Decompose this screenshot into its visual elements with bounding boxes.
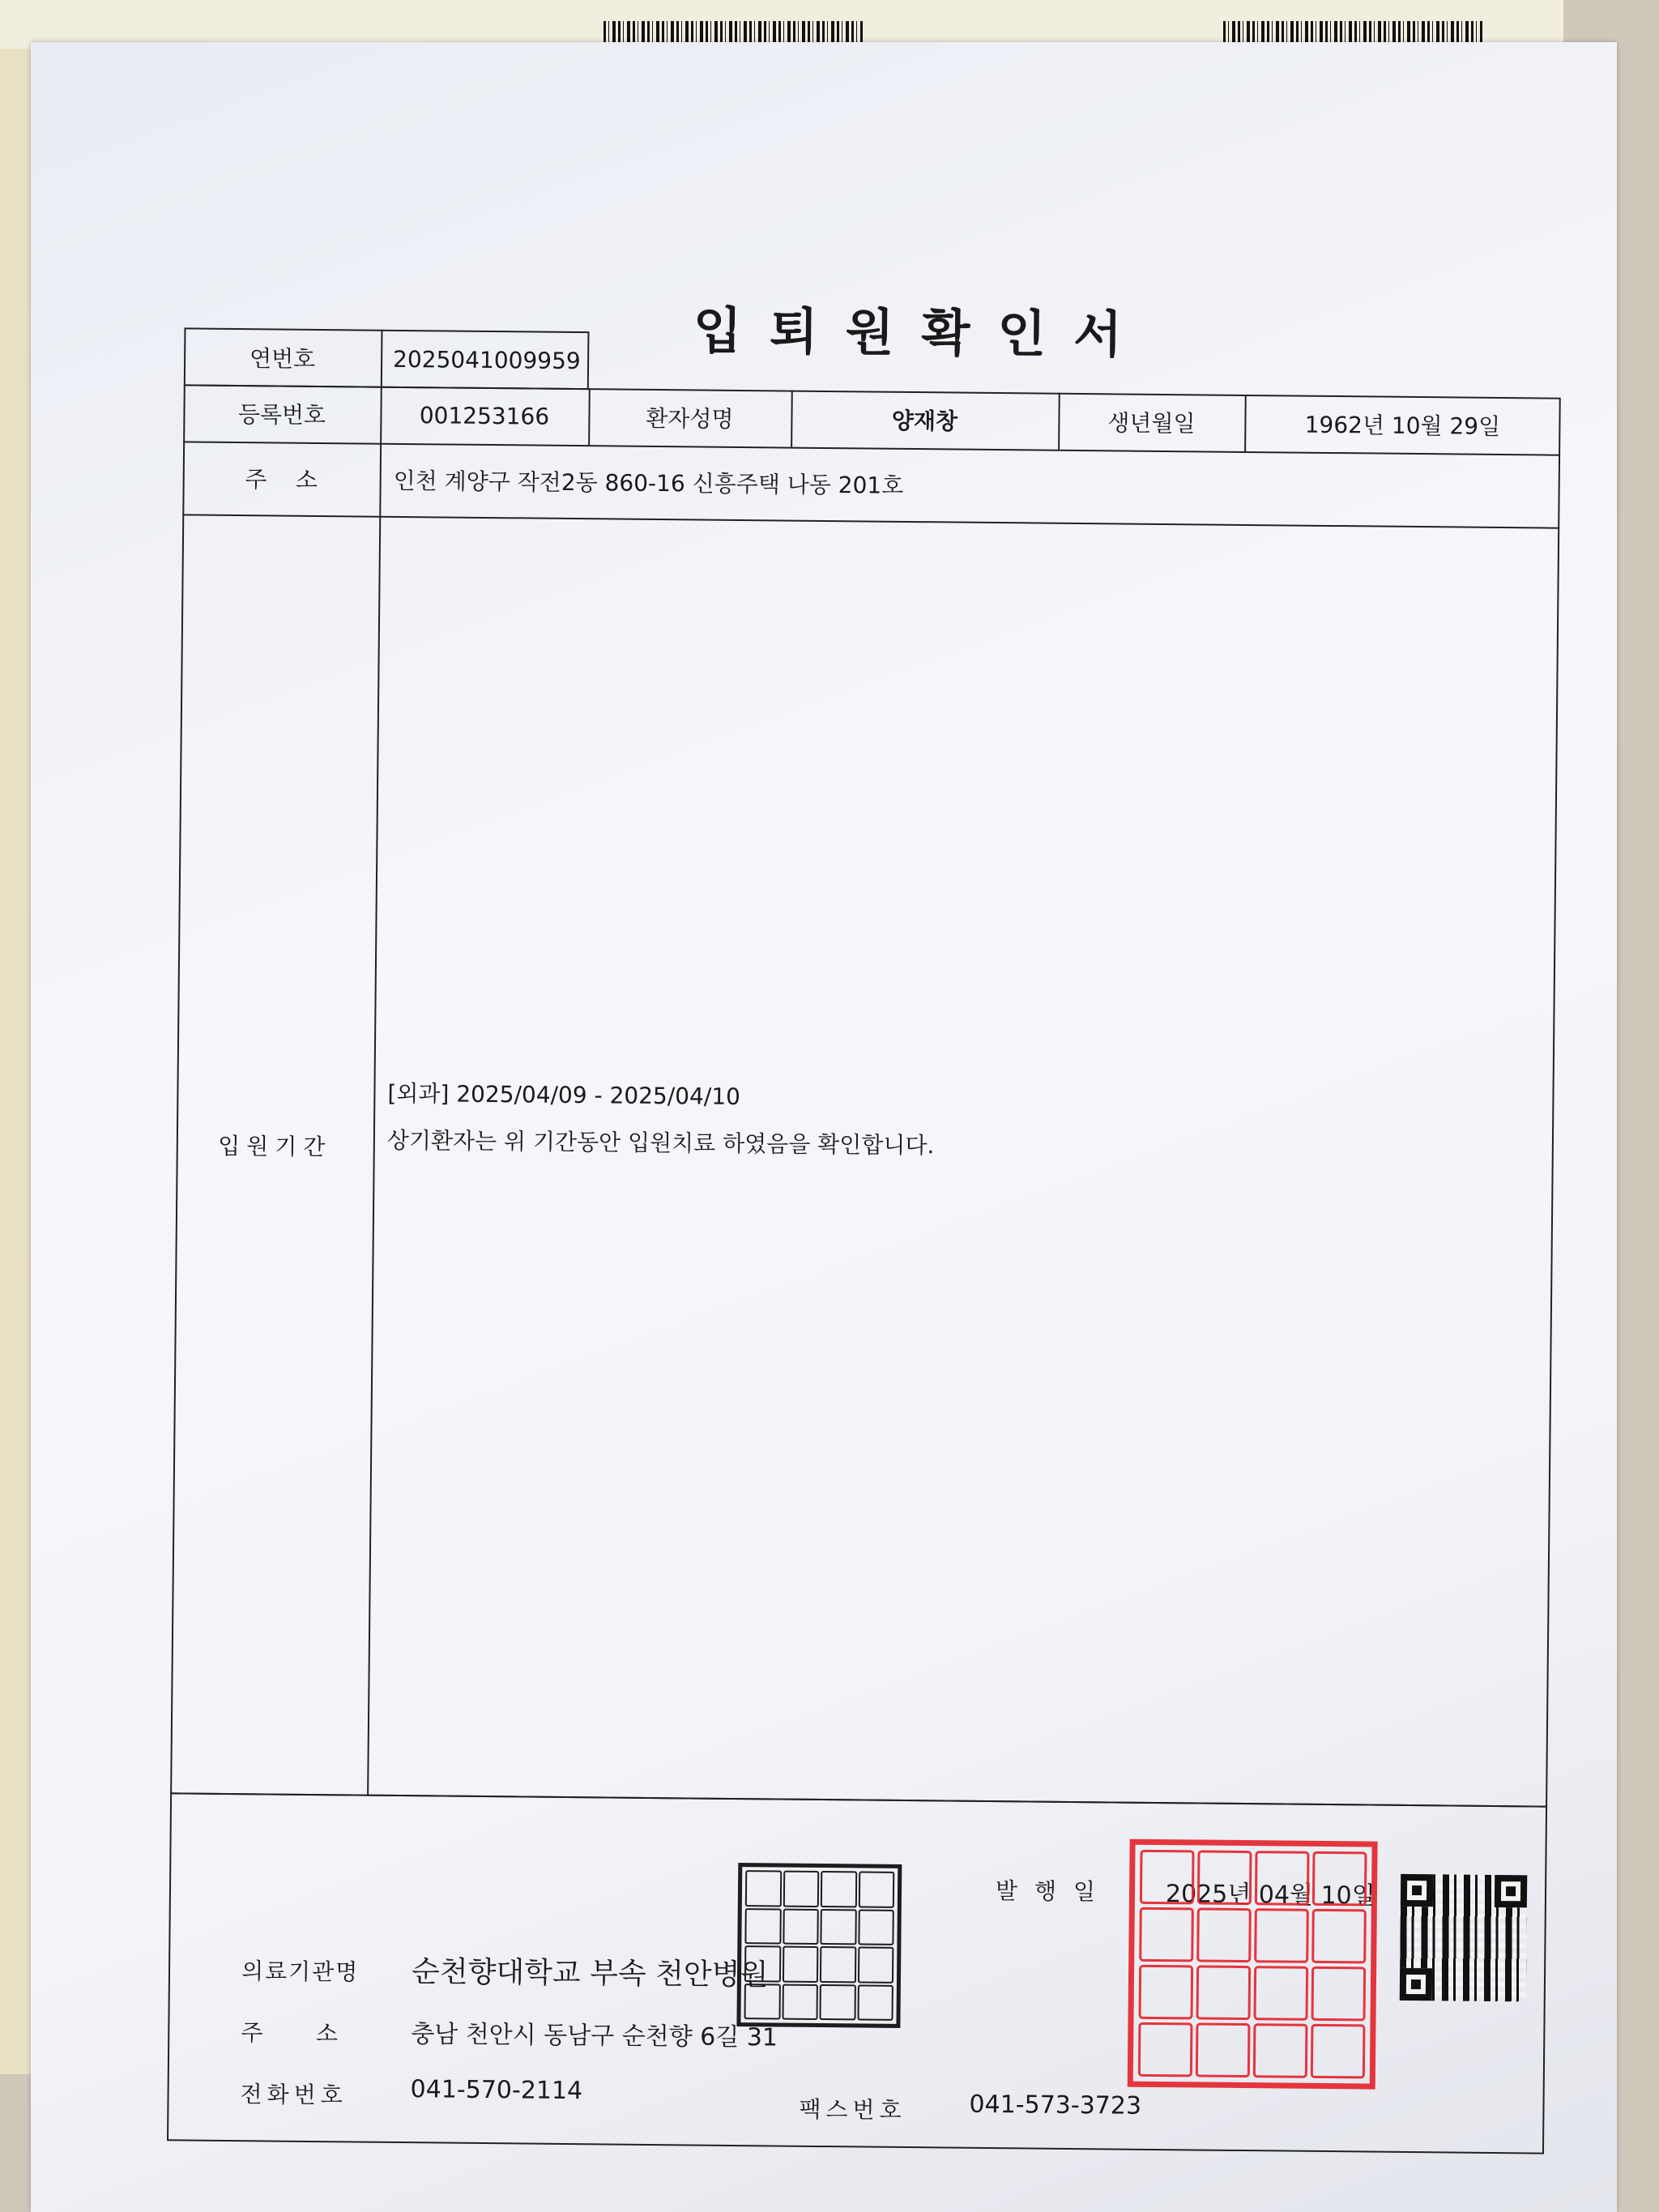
phone-value: 041-570-2114 xyxy=(410,2075,583,2106)
qr-code-icon xyxy=(1400,1874,1527,2001)
birthdate-value: 1962년 10월 29일 xyxy=(1304,411,1501,440)
document-title: 입퇴원확인서 xyxy=(693,301,1150,365)
serial-value: 2025041009959 xyxy=(392,345,581,374)
institution-address-value: 충남 천안시 동남구 순천향 6길 31 xyxy=(411,2020,778,2052)
fax-value: 041-573-3723 xyxy=(969,2090,1142,2120)
institution-address-label: 주 소 xyxy=(241,2019,343,2048)
serial-label: 연번호 xyxy=(249,345,316,373)
phone-label: 전화번호 xyxy=(240,2081,348,2109)
birthdate-label: 생년월일 xyxy=(1107,409,1196,438)
registration-value: 001253166 xyxy=(419,401,550,430)
director-seal-icon xyxy=(1128,1839,1378,2090)
registration-label: 등록번호 xyxy=(237,401,326,429)
admission-period-label: 입원기간 xyxy=(218,1132,332,1161)
address-value: 인천 계양구 작전2동 860-16 신흥주택 나동 201호 xyxy=(393,467,904,499)
institution-label: 의료기관명 xyxy=(241,1958,360,1986)
admission-period-value: [외과] 2025/04/09 - 2025/04/10 xyxy=(387,1079,741,1111)
issue-date-value: 2025년 04월 10일 xyxy=(1165,1880,1375,1911)
patient-name-label: 환자성명 xyxy=(646,404,734,433)
institution-seal-icon xyxy=(736,1863,902,2028)
address-label: 주 소 xyxy=(245,466,318,493)
confirmation-text: 상기환자는 위 기간동안 입원치료 하였음을 확인합니다. xyxy=(386,1126,935,1159)
document-sheet xyxy=(31,42,1617,2212)
folder-edge xyxy=(0,49,32,2074)
issue-date-label: 발 행 일 xyxy=(995,1877,1101,1906)
fax-label: 팩스번호 xyxy=(799,2095,906,2124)
patient-name-value: 양재창 xyxy=(891,407,958,435)
institution-value: 순천향대학교 부속 천안병원 xyxy=(411,1955,769,1992)
certificate xyxy=(135,285,1618,2124)
